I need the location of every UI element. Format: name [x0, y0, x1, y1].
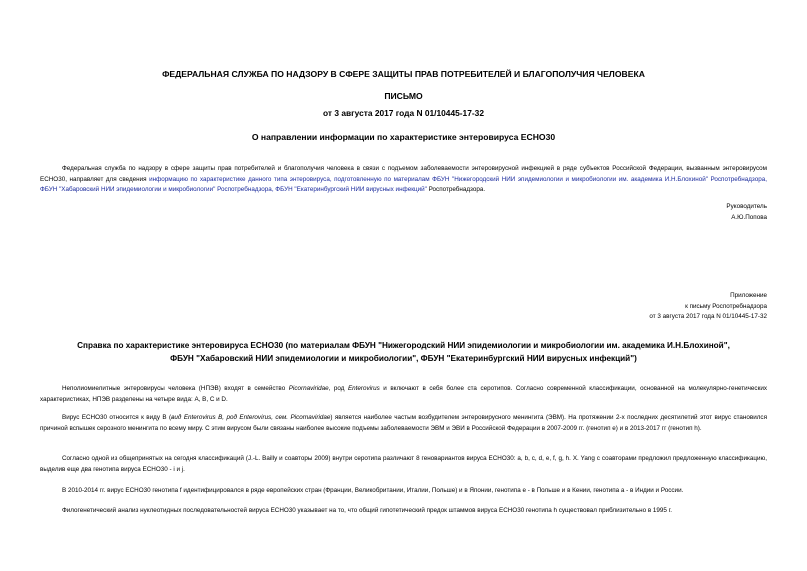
appendix-date-number: от 3 августа 2017 года N 01/10445-17-32 [649, 313, 767, 320]
report-title-line1: Справка по характеристике энтеровируса ЕСНО30 (по материалам ФБУН "Нижегородский НИИ эпидемиологии и микробиологии им. академика И.Н.Блохиной", [77, 341, 730, 350]
info-link[interactable]: информацию по характеристике данного типа энтеровируса, подготовленную по материалам ФБУН "Нижегородский НИИ эпидемиологии и микробиологии им. академика И.Н.Блохиной" Роспотребнадзора, ФБУН "Хабаровский НИИ эпидемиологии и микробиологии" Роспотребнадзора, ФБУН "Екатеринбургский НИИ вирусных инфекций" [40, 175, 767, 193]
report-paragraph-4: В 2010-2014 гг. вирус ЕСНО30 генотипа f идентифицировался в ряде европейских стран (Франции, Великобритании, Италии, Польше) и в Японии, генотипа е - в Польше и в Кении, генотипа а - в Индии и России. [62, 487, 684, 494]
p1-text-c: и включают в себя более ста серотипов. Согласно современной классификации, основанной на молекулярно-генетических характеристиках, НПЭВ разделены на четыре вида: А, В, С и D. [40, 385, 767, 403]
report-paragraph-1 [40, 384, 767, 405]
appendix-block [649, 291, 767, 323]
report-title-line2: ФБУН "Хабаровский НИИ эпидемиологии и микробиологии", ФБУН "Екатеринбургский НИИ вирусных инфекций") [170, 353, 637, 363]
agency-title: ФЕДЕРАЛЬНАЯ СЛУЖБА ПО НАДЗОРУ В СФЕРЕ ЗАЩИТЫ ПРАВ ПОТРЕБИТЕЛЕЙ И БЛАГОПОЛУЧИЯ ЧЕЛОВЕКА [162, 69, 645, 79]
p1-italic-1: Picornaviridae [288, 385, 329, 392]
report-paragraph-5: Филогенетический анализ нуклеотидных последовательностей вируса ЕСНО30 указывает на то, что общий гипотетический предок штаммов вируса ЕСНО30 генотипа h существовал приблизительно в 1995 г. [62, 507, 672, 514]
report-title [40, 340, 767, 365]
document-subject: О направлении информации по характеристике энтеровируса ЕСНО30 [251, 132, 556, 142]
p1-italic-2: Enterovirus [347, 385, 380, 392]
signature-position: Руководитель [726, 203, 767, 210]
p2-italic: вид Enterovirus В, род Enterovirus, сем. Picornaviridae [171, 414, 331, 421]
p1-text-a: Неполиомиелитные энтеровирусы человека (НПЭВ) входят в семейство [62, 385, 289, 392]
appendix-label: Приложение [730, 292, 767, 299]
signature-name: А.Ю.Попова [731, 213, 767, 221]
intro-text-b: Роспотребнадзора. [426, 186, 486, 193]
p2-text-a: Вирус ЕСНО30 относится к виду В ( [62, 414, 172, 421]
intro-paragraph [40, 164, 767, 196]
report-paragraph-3: Согласно одной из общепринятых на сегодня классификаций (J.-L. Bailly и соавторы 2009) внутри серотипа различают 8 геновариантов вируса ЕСНО30: a, b, c, d, e, f, g, h. X. Yang с соавторами предложил предложенную классификацию, выделив еще два генотипа вируса ЕСНО30 - i и j. [40, 455, 767, 473]
document-type: ПИСЬМО [384, 91, 423, 101]
appendix-ref: к письму Роспотребнадзора [685, 302, 767, 310]
document-date-number: от 3 августа 2017 года N 01/10445-17-32 [323, 108, 484, 118]
intro-text-a: Федеральная служба по надзору в сфере защиты прав потребителей и благополучия человека в связи с подъемом заболеваемости энтеровирусной инфекцией в ряде субъектов Российской Федерации, вызванным энтеровирусом ЕСНО30, направляет для сведения [40, 165, 767, 183]
p1-text-b: , род [328, 385, 348, 392]
signature-block [726, 202, 767, 223]
report-paragraph-2 [40, 413, 767, 434]
p2-text-b: ) является наиболее частым возбудителем энтеровирусного менингита (ЭВМ). На протяжении 2-х последних десятилетий этот вирус становился причиной вспышек серозного менингита по всему миру. С этим вирусом были связаны наиболее высокие подъемы заболеваемости ЭВМ и ЭВИ в Российской Федерации в 2007-2009 гг. (генотип е) и в 2013-2017 гг (генотип h). [40, 414, 767, 432]
